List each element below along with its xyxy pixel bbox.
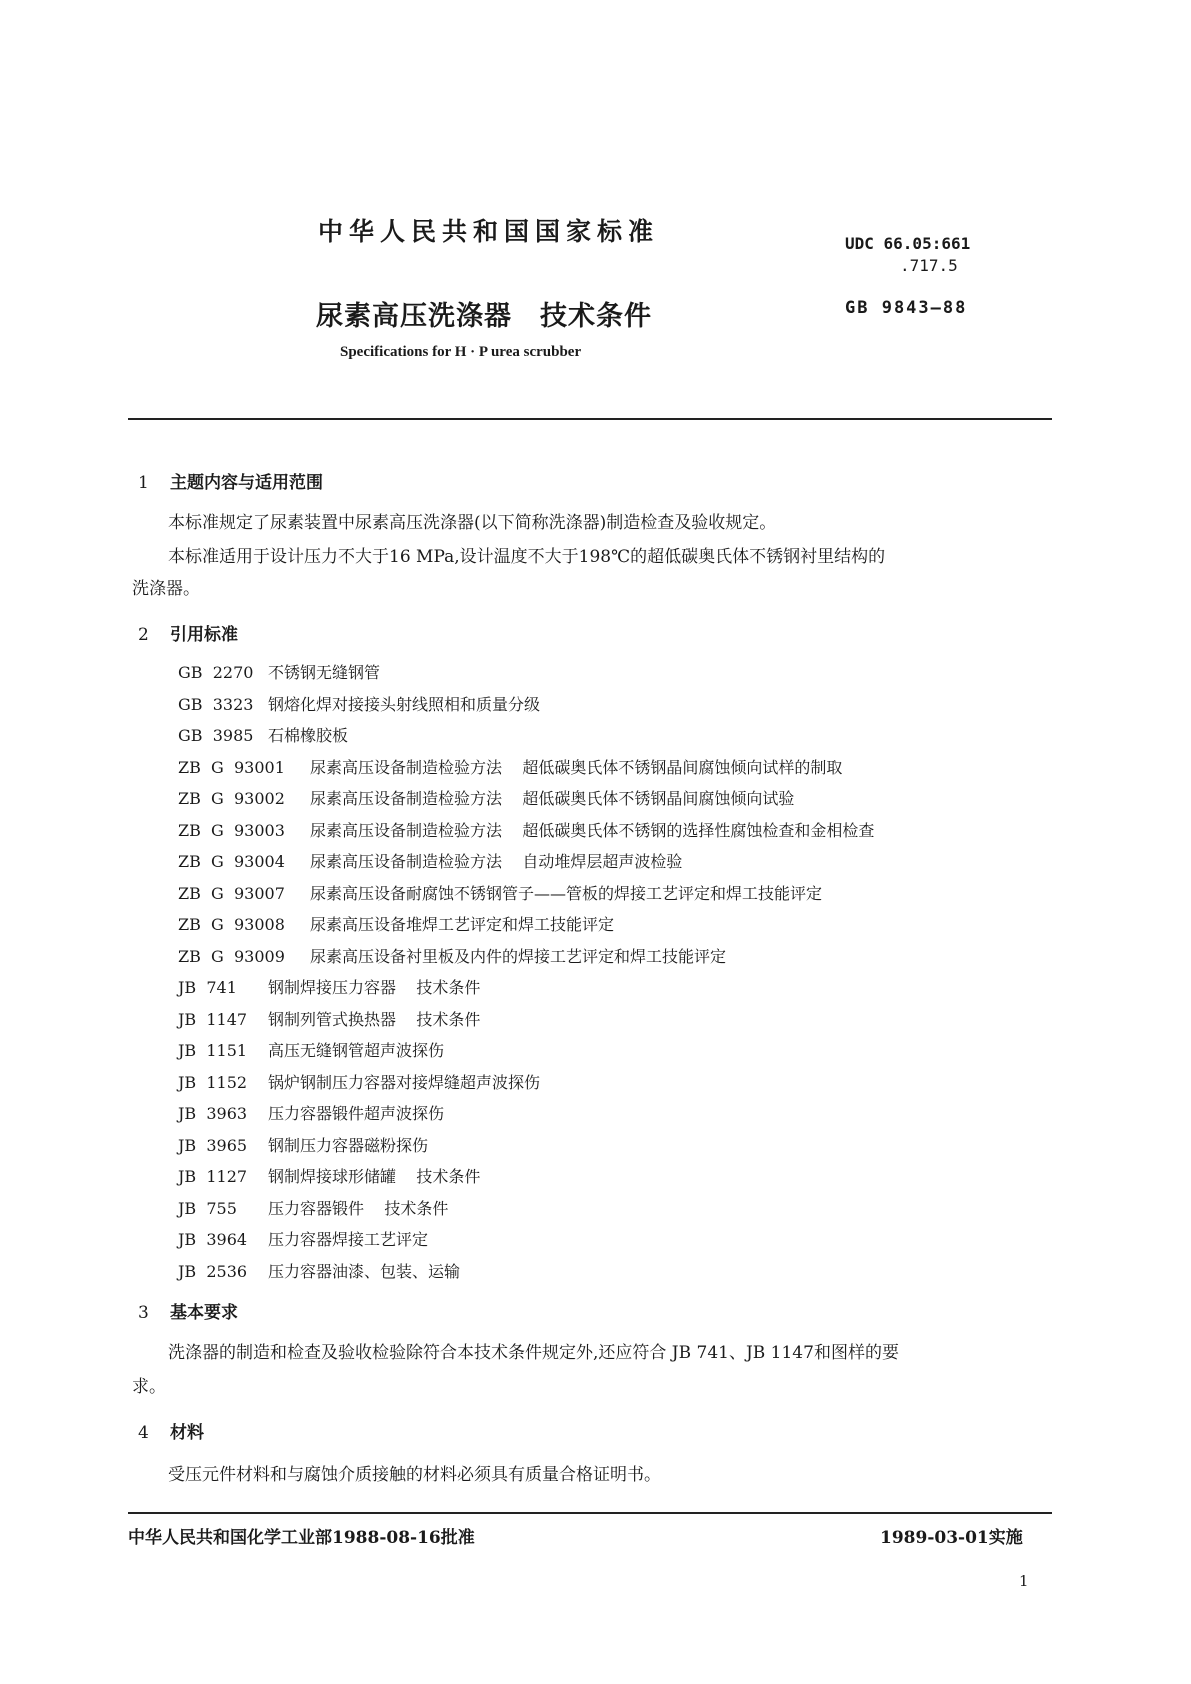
reference-title: 钢制焊接球形储罐 技术条件 — [268, 1167, 481, 1186]
reference-code: GB 2270 — [178, 663, 254, 682]
reference-code: JB 3965 — [178, 1135, 248, 1155]
reference-item — [178, 1038, 444, 1061]
reference-title: 尿素高压设备制造检验方法 超低碳奥氏体不锈钢的选择性腐蚀检查和金相检查 — [310, 820, 875, 840]
national-standard-heading: 中华人民共和国国家标准 — [318, 217, 660, 246]
reference-code: ZB G 93009 — [178, 946, 285, 966]
section-title: 主题内容与适用范围 — [170, 473, 323, 493]
section-3-paragraph-1-cont: 求。 — [132, 1377, 166, 1397]
reference-code: JB 1151 — [178, 1041, 248, 1060]
reference-item — [178, 944, 726, 967]
reference-title: 压力容器油漆、包装、运输 — [268, 1261, 461, 1281]
reference-item — [178, 1070, 540, 1093]
reference-code: GB 3323 — [178, 694, 254, 714]
reference-item — [178, 692, 540, 715]
reference-title: 钢制焊接压力容器 技术条件 — [268, 978, 481, 997]
reference-title: 尿素高压设备制造检验方法 自动堆焊层超声波检验 — [310, 852, 683, 871]
section-3-paragraph-1: 洗涤器的制造和检查及验收检验除符合本技术条件规定外,还应符合 JB 741、JB 1147和图样的要 — [168, 1343, 899, 1363]
reference-item — [178, 1133, 428, 1156]
section-number: 4 — [138, 1423, 149, 1443]
reference-code: JB 1152 — [178, 1072, 248, 1092]
section-title: 基本要求 — [170, 1303, 238, 1323]
reference-code: ZB G 93007 — [178, 883, 285, 903]
reference-code: ZB G 93001 — [178, 757, 285, 777]
english-title: Specifications for H · P urea scrubber — [340, 344, 582, 360]
reference-title: 尿素高压设备耐腐蚀不锈钢管子——管板的焊接工艺评定和焊工技能评定 — [310, 883, 823, 903]
reference-code: JB 2536 — [178, 1261, 248, 1281]
reference-item — [178, 723, 348, 746]
section-title: 材料 — [170, 1423, 204, 1443]
section-4-paragraph-1: 受压元件材料和与腐蚀介质接触的材料必须具有质量合格证明书。 — [168, 1465, 661, 1485]
reference-code: ZB G 93003 — [178, 820, 285, 840]
footer-divider — [128, 1512, 1052, 1514]
reference-item — [178, 1101, 444, 1124]
reference-title: 尿素高压设备衬里板及内件的焊接工艺评定和焊工技能评定 — [310, 946, 727, 966]
reference-item — [178, 912, 614, 935]
reference-item — [178, 1007, 480, 1030]
effective-date: 1989-03-01实施 — [880, 1528, 1023, 1548]
gb-standard-number: GB 9843—88 — [845, 298, 968, 318]
section-2-heading — [138, 620, 238, 645]
reference-code: JB 755 — [178, 1198, 237, 1218]
reference-title: 尿素高压设备堆焊工艺评定和焊工技能评定 — [310, 915, 615, 934]
reference-item — [178, 786, 794, 809]
udc-code: UDC 66.05:661 — [845, 234, 971, 253]
title-part-2: 技术条件 — [540, 301, 652, 332]
section-1-paragraph-2: 本标准适用于设计压力不大于16 MPa,设计温度不大于198℃的超低碳奥氏体不锈钢衬里结构的 — [168, 547, 886, 567]
reference-code: JB 1127 — [178, 1167, 248, 1186]
reference-code: ZB G 93004 — [178, 852, 285, 871]
section-number: 1 — [138, 473, 149, 493]
reference-code: ZB G 93008 — [178, 915, 285, 934]
reference-title: 高压无缝钢管超声波探伤 — [268, 1041, 445, 1060]
reference-title: 压力容器焊接工艺评定 — [268, 1230, 429, 1249]
reference-item — [178, 1196, 448, 1219]
reference-title: 压力容器锻件 技术条件 — [268, 1198, 449, 1218]
reference-title: 钢熔化焊对接接头射线照相和质量分级 — [268, 694, 541, 714]
header-divider — [128, 418, 1052, 420]
section-title: 引用标准 — [170, 625, 238, 645]
reference-code: JB 1147 — [178, 1009, 248, 1029]
reference-item — [178, 818, 874, 841]
reference-title: 石棉橡胶板 — [268, 726, 349, 745]
document-title — [316, 294, 652, 333]
section-number: 3 — [138, 1303, 149, 1323]
page-number: 1 — [1019, 1572, 1029, 1590]
reference-item — [178, 755, 842, 778]
reference-title: 尿素高压设备制造检验方法 超低碳奥氏体不锈钢晶间腐蚀倾向试验 — [310, 789, 795, 808]
reference-code: JB 3964 — [178, 1230, 248, 1249]
reference-title: 钢制列管式换热器 技术条件 — [268, 1009, 481, 1029]
reference-item — [178, 660, 380, 683]
approval-statement: 中华人民共和国化学工业部1988-08-16批准 — [128, 1528, 475, 1548]
reference-code: GB 3985 — [178, 726, 254, 745]
reference-item — [178, 975, 480, 998]
udc-code-continued: .717.5 — [900, 256, 958, 275]
reference-item — [178, 849, 682, 872]
section-3-heading — [138, 1298, 238, 1323]
reference-code: JB 3963 — [178, 1104, 248, 1123]
section-number: 2 — [138, 625, 149, 645]
section-1-heading — [138, 468, 323, 493]
reference-title: 钢制压力容器磁粉探伤 — [268, 1135, 429, 1155]
reference-item — [178, 1259, 460, 1282]
reference-title: 压力容器锻件超声波探伤 — [268, 1104, 445, 1123]
reference-item — [178, 881, 822, 904]
title-part-1: 尿素高压洗涤器 — [316, 301, 512, 332]
reference-title: 不锈钢无缝钢管 — [268, 663, 381, 682]
reference-title: 尿素高压设备制造检验方法 超低碳奥氏体不锈钢晶间腐蚀倾向试样的制取 — [310, 757, 843, 777]
reference-title: 锅炉钢制压力容器对接焊缝超声波探伤 — [268, 1072, 541, 1092]
reference-code: ZB G 93002 — [178, 789, 285, 808]
section-4-heading — [138, 1418, 204, 1443]
section-1-paragraph-2-cont: 洗涤器。 — [132, 579, 200, 599]
reference-code: JB 741 — [178, 978, 237, 997]
reference-item — [178, 1164, 480, 1187]
reference-item — [178, 1227, 428, 1250]
section-1-paragraph-1: 本标准规定了尿素装置中尿素高压洗涤器(以下简称洗涤器)制造检查及验收规定。 — [168, 513, 777, 533]
